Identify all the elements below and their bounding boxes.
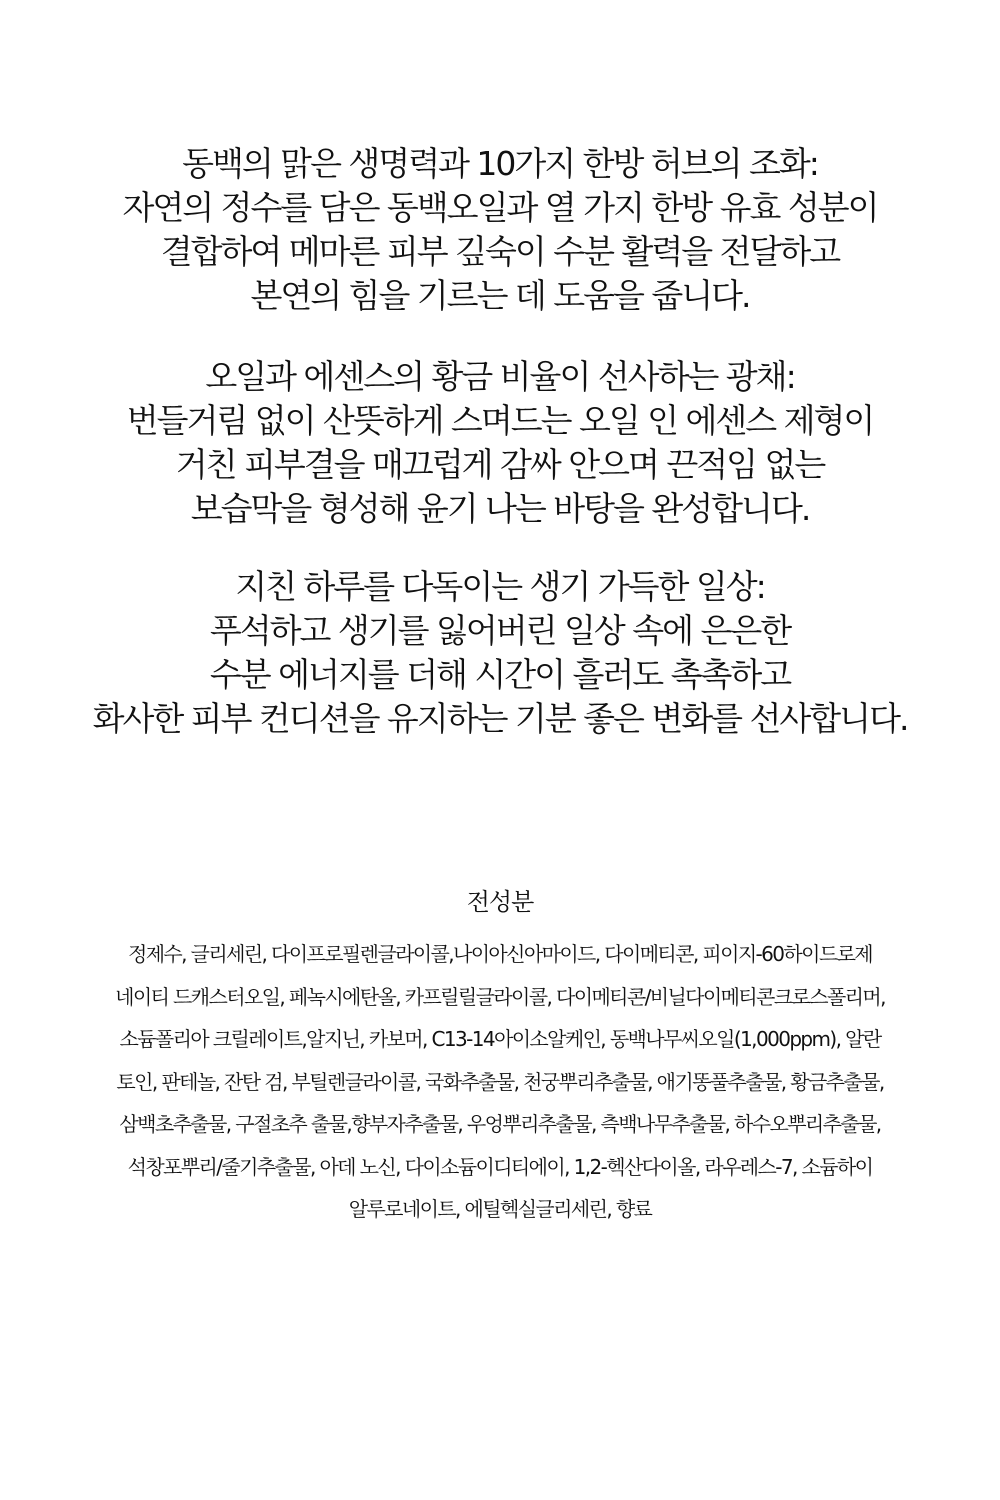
description-section-radiance <box>0 355 1000 531</box>
ingredients-line: 석창포뿌리/줄기추출물, 아데 노신, 다이소듐이디티에이, 1,2-헥산다이올, 라우레스-7, 소듐하이 <box>127 1154 873 1179</box>
description-line: 결합하여 메마른 피부 깊숙이 수분 활력을 전달하고 <box>160 232 840 271</box>
description-section-daily-vitality <box>0 565 1000 741</box>
ingredients-line: 토인, 판테놀, 잔탄 검, 부틸렌글라이콜, 국화추출물, 천궁뿌리추출물, 애기똥풀추출물, 황금추출물, <box>116 1069 884 1094</box>
description-line: 거친 피부결을 매끄럽게 감싸 안으며 끈적임 없는 <box>175 445 825 484</box>
description-line: 보습막을 형성해 윤기 나는 바탕을 완성합니다. <box>190 489 810 528</box>
description-heading: 지친 하루를 다독이는 생기 가득한 일상: <box>235 567 765 606</box>
ingredients-line: 정제수, 글리세린, 다이프로필렌글라이콜,나이아신아마이드, 다이메티콘, 피이지-60하이드로제 <box>127 942 873 966</box>
description-line: 번들거림 없이 산뜻하게 스며드는 오일 인 에센스 제형이 <box>126 401 874 440</box>
description-section-camellia <box>0 142 1000 318</box>
ingredients-line: 네이티 드캐스터오일, 페녹시에탄올, 카프릴릴글라이콜, 다이메티콘/비닐다이메티콘크로스폴리머, <box>115 984 885 1009</box>
description-line: 자연의 정수를 담은 동백오일과 열 가지 한방 유효 성분이 <box>122 188 878 227</box>
ingredients-line: 소듐폴리아 크릴레이트,알지닌, 카보머, C13-14아이소알케인, 동백나무씨오일(1,000ppm), 알란 <box>119 1027 881 1051</box>
description-heading: 동백의 맑은 생명력과 10가지 한방 허브의 조화: <box>182 144 818 183</box>
description-line: 푸석하고 생기를 잃어버린 일상 속에 은은한 <box>209 611 791 650</box>
ingredients-line: 알루로네이트, 에틸헥실글리세린, 향료 <box>348 1197 652 1221</box>
description-line: 수분 에너지를 더해 시간이 흘러도 촉촉하고 <box>209 655 791 694</box>
description-line: 화사한 피부 컨디션을 유지하는 기분 좋은 변화를 선사합니다. <box>92 699 908 738</box>
description-heading: 오일과 에센스의 황금 비율이 선사하는 광채: <box>205 357 795 396</box>
ingredients-section <box>0 885 1000 1231</box>
description-line: 본연의 힘을 기르는 데 도움을 줍니다. <box>250 276 750 315</box>
ingredients-title: 전성분 <box>466 888 534 916</box>
ingredients-line: 삼백초추출물, 구절초추 출물,향부자추출물, 우엉뿌리추출물, 측백나무추출물, 하수오뿌리추출물, <box>119 1112 881 1136</box>
